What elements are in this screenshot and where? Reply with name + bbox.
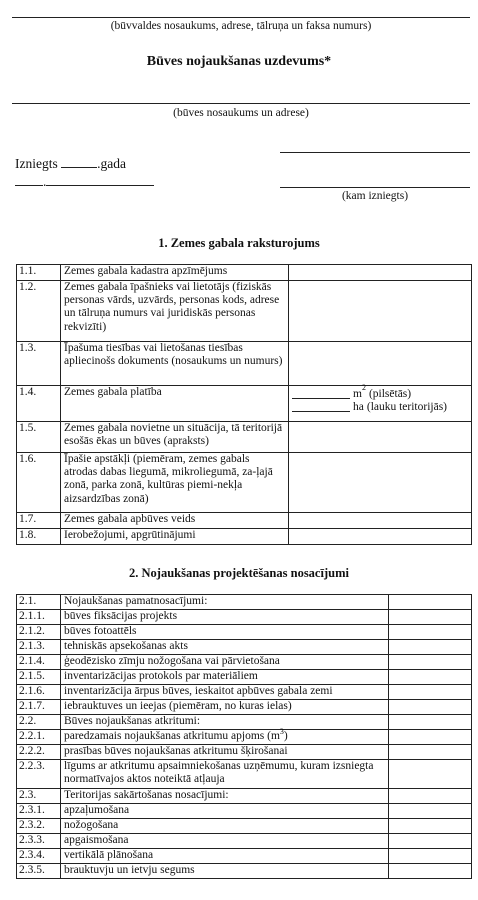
row-value[interactable]	[289, 342, 472, 386]
row-value[interactable]	[389, 625, 472, 640]
area-rural-note: (lauku teritorijās)	[366, 401, 448, 414]
row-value[interactable]	[389, 685, 472, 700]
row-value[interactable]	[389, 595, 472, 610]
row-number: 2.2.	[17, 715, 61, 730]
row-label: inventarizācija ārpus būves, ieskaitot apbūves gabala zemi	[61, 685, 389, 700]
table-row	[17, 513, 472, 529]
row-number: 2.3.5.	[17, 864, 61, 879]
row-value[interactable]	[389, 789, 472, 804]
row-label: Zemes gabala novietne un situācija, tā teritorijā esošās ēkas un būves (apraksts)	[61, 422, 289, 453]
table-row	[17, 453, 472, 513]
row-number: 1.4.	[17, 386, 61, 422]
row-label: Būves nojaukšanas atkritumi:	[61, 715, 389, 730]
table-row	[17, 849, 472, 864]
table-row	[17, 595, 472, 610]
area-urban-note: (pilsētās)	[368, 388, 412, 400]
row-value[interactable]	[389, 849, 472, 864]
table-row	[17, 804, 472, 819]
issued-date-line: .	[15, 174, 154, 190]
row-value[interactable]	[389, 610, 472, 625]
row-value[interactable]	[389, 864, 472, 879]
row-number: 2.1.2.	[17, 625, 61, 640]
table-row	[17, 625, 472, 640]
table-row	[17, 281, 472, 342]
row-label: nožogošana	[61, 819, 389, 834]
row-label: Nojaukšanas pamatnosacījumi:	[61, 595, 389, 610]
table-row	[17, 529, 472, 545]
table-row	[17, 342, 472, 386]
row-label: iebrauktuves un ieejas (piemēram, no kuras ielas)	[61, 700, 389, 715]
row-value[interactable]	[389, 655, 472, 670]
row-value[interactable]	[389, 640, 472, 655]
row-label: Zemes gabala īpašnieks vai lietotājs (fiziskās personas vārds, uzvārds, personas kods, adrese un tālruņa numurs vai juridiskās personas rekvizīti)	[61, 281, 289, 342]
building-line	[12, 103, 470, 104]
section1-heading: 1. Zemes gabala raksturojums	[158, 236, 320, 250]
table-row	[17, 640, 472, 655]
builder-caption: (būvvaldes nosaukums, adrese, tālruņa un faksa numurs)	[110, 20, 372, 32]
row-label-text: paredzamais nojaukšanas atkritumu apjoms (m	[64, 730, 280, 742]
recipient-caption: (kam izniegts)	[341, 190, 409, 202]
row-value[interactable]	[389, 745, 472, 760]
issued-month-blank[interactable]	[46, 175, 154, 186]
row-label	[61, 727, 389, 745]
row-value[interactable]	[389, 834, 472, 849]
area-urban-line: m 2 (pilsētās)	[292, 388, 468, 401]
area-urban-unit: m	[353, 388, 362, 400]
row-label: Īpašie apstākļi (piemēram, zemes gabals atrodas dabas liegumā, mikroliegumā, za-ļajā zonā, parka zonā, kultūras piemi-nekļa aizsardzības zonā)	[61, 453, 289, 513]
table-row	[17, 745, 472, 760]
row-label: inventarizācijas protokols par materiāliem	[61, 670, 389, 685]
row-number: 1.6.	[17, 453, 61, 513]
table-row	[17, 819, 472, 834]
land-table	[16, 264, 472, 545]
recipient-line-2	[280, 187, 470, 188]
builder-line	[12, 17, 470, 18]
document-title: Būves nojaukšanas uzdevums*	[146, 54, 332, 69]
row-number: 1.5.	[17, 422, 61, 453]
area-urban-blank[interactable]	[292, 388, 350, 399]
row-label: apgaismošana	[61, 834, 389, 849]
row-value[interactable]	[289, 453, 472, 513]
row-label: Zemes gabala kadastra apzīmējums	[61, 265, 289, 281]
table-row	[17, 610, 472, 625]
row-label: Zemes gabala platība	[61, 386, 289, 422]
row-label: Zemes gabala apbūves veids	[61, 513, 289, 529]
row-value[interactable]	[389, 700, 472, 715]
row-label: līgums ar atkritumu apsaimniekošanas uzņēmumu, kuram izsniegta normatīvajos aktos noteiktā atļauja	[61, 760, 389, 789]
row-number: 2.1.3.	[17, 640, 61, 655]
row-label: brauktuvju un ietvju segums	[61, 864, 389, 879]
row-number: 2.3.1.	[17, 804, 61, 819]
row-number: 2.2.2.	[17, 745, 61, 760]
row-number: 1.3.	[17, 342, 61, 386]
area-value-cell	[289, 383, 472, 422]
row-label-after: )	[283, 730, 288, 742]
row-label: apzaļumošana	[61, 804, 389, 819]
row-number: 1.7.	[17, 513, 61, 529]
row-label: būves fiksācijas projekts	[61, 610, 389, 625]
row-number: 2.3.4.	[17, 849, 61, 864]
table-row	[17, 760, 472, 789]
issued-line	[15, 156, 126, 172]
issued-year-suffix: .gada	[97, 156, 126, 171]
row-number: 2.1.7.	[17, 700, 61, 715]
row-value[interactable]	[389, 730, 472, 745]
row-number: 1.2.	[17, 281, 61, 342]
row-value[interactable]	[289, 422, 472, 453]
row-number: 1.1.	[17, 265, 61, 281]
row-number: 2.3.2.	[17, 819, 61, 834]
row-label: Teritorijas sakārtošanas nosacījumi:	[61, 789, 389, 804]
row-value[interactable]	[389, 670, 472, 685]
row-number: 2.1.1.	[17, 610, 61, 625]
row-label: prasības būves nojaukšanas atkritumu šķirošanai	[61, 745, 389, 760]
row-value[interactable]	[289, 265, 472, 281]
row-number: 2.3.3.	[17, 834, 61, 849]
row-value[interactable]	[389, 760, 472, 789]
row-label: Ierobežojumi, apgrūtinājumi	[61, 529, 289, 545]
row-label-sup: 3	[279, 727, 284, 737]
row-number: 2.1.	[17, 595, 61, 610]
issued-prefix: Izniegts	[15, 156, 58, 171]
area-rural-line	[292, 401, 468, 414]
row-number: 1.8.	[17, 529, 61, 545]
table-row	[17, 730, 472, 745]
row-label: tehniskās apsekošanas akts	[61, 640, 389, 655]
table-row	[17, 670, 472, 685]
row-label: ģeodēzisko zīmju nožogošana vai pārvietošana	[61, 655, 389, 670]
row-number: 2.2.1.	[17, 730, 61, 745]
row-number: 2.1.6.	[17, 685, 61, 700]
table-row	[17, 422, 472, 453]
issued-day-blank[interactable]	[15, 175, 43, 186]
conditions-table	[16, 594, 472, 879]
row-number: 2.1.5.	[17, 670, 61, 685]
table-row	[17, 715, 472, 730]
table-row	[17, 834, 472, 849]
row-value[interactable]	[289, 281, 472, 342]
row-value[interactable]	[389, 715, 472, 730]
table-row	[17, 265, 472, 281]
table-row	[17, 386, 472, 422]
table-row	[17, 864, 472, 879]
table-row	[17, 789, 472, 804]
row-label: Īpašuma tiesības vai lietošanas tiesības apliecinošs dokuments (nosaukums un numurs)	[61, 342, 289, 386]
table-row	[17, 700, 472, 715]
row-number: 2.2.3.	[17, 760, 61, 789]
row-number: 2.1.4.	[17, 655, 61, 670]
row-value[interactable]	[389, 804, 472, 819]
building-caption: (būves nosaukums un adrese)	[173, 107, 309, 119]
table-row	[17, 655, 472, 670]
row-label: vertikālā plānošana	[61, 849, 389, 864]
row-value[interactable]	[389, 819, 472, 834]
section2-heading: 2. Nojaukšanas projektēšanas nosacījumi	[129, 566, 349, 580]
row-value[interactable]	[289, 529, 472, 545]
area-rural-unit: ha	[353, 401, 364, 414]
row-number: 2.3.	[17, 789, 61, 804]
recipient-line-1	[280, 152, 470, 153]
area-rural-blank[interactable]	[292, 401, 350, 412]
issued-year-blank[interactable]	[61, 157, 97, 168]
row-label: būves fotoattēls	[61, 625, 389, 640]
row-value[interactable]	[289, 513, 472, 529]
table-row	[17, 685, 472, 700]
